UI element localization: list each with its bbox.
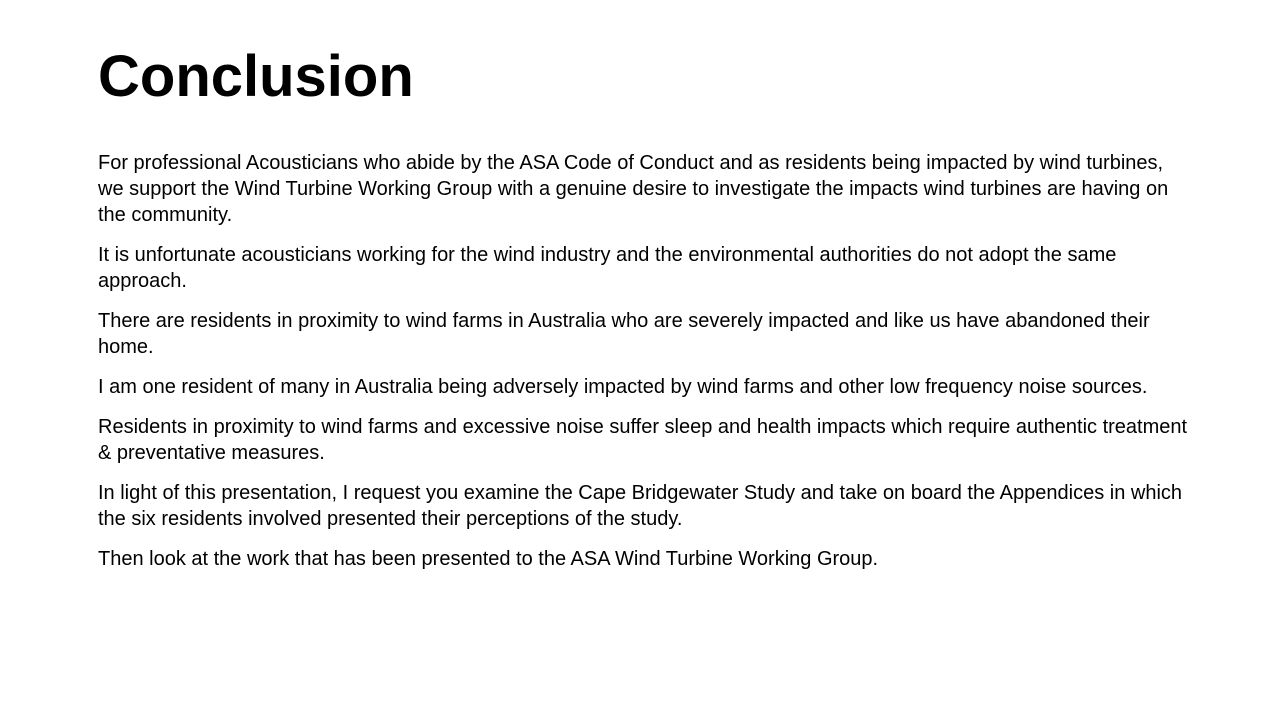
body-paragraph: For professional Acousticians who abide by the ASA Code of Conduct and as residents being impacted by wind turbines, we support the Wind Turbine Working Group with a genuine desire to investigate the impacts wind turbines are having on the community. [98, 152, 1169, 226]
body-paragraph: In light of this presentation, I request you examine the Cape Bridgewater Study and take on board the Appendices in which the six residents involved presented their perceptions of the study. [98, 482, 1183, 530]
slide-title: Conclusion [98, 44, 414, 109]
body-paragraph: Residents in proximity to wind farms and excessive noise suffer sleep and health impacts which require authentic treatment & preventative measures. [98, 416, 1188, 464]
body-paragraph: Then look at the work that has been presented to the ASA Wind Turbine Working Group. [98, 548, 879, 570]
body-paragraph: I am one resident of many in Australia being adversely impacted by wind farms and other low frequency noise sources. [98, 376, 1148, 398]
body-paragraph: There are residents in proximity to wind farms in Australia who are severely impacted and like us have abandoned their home. [98, 310, 1150, 358]
body-paragraph: It is unfortunate acousticians working for the wind industry and the environmental authorities do not adopt the same approach. [98, 244, 1117, 292]
slide-body [98, 150, 1188, 586]
